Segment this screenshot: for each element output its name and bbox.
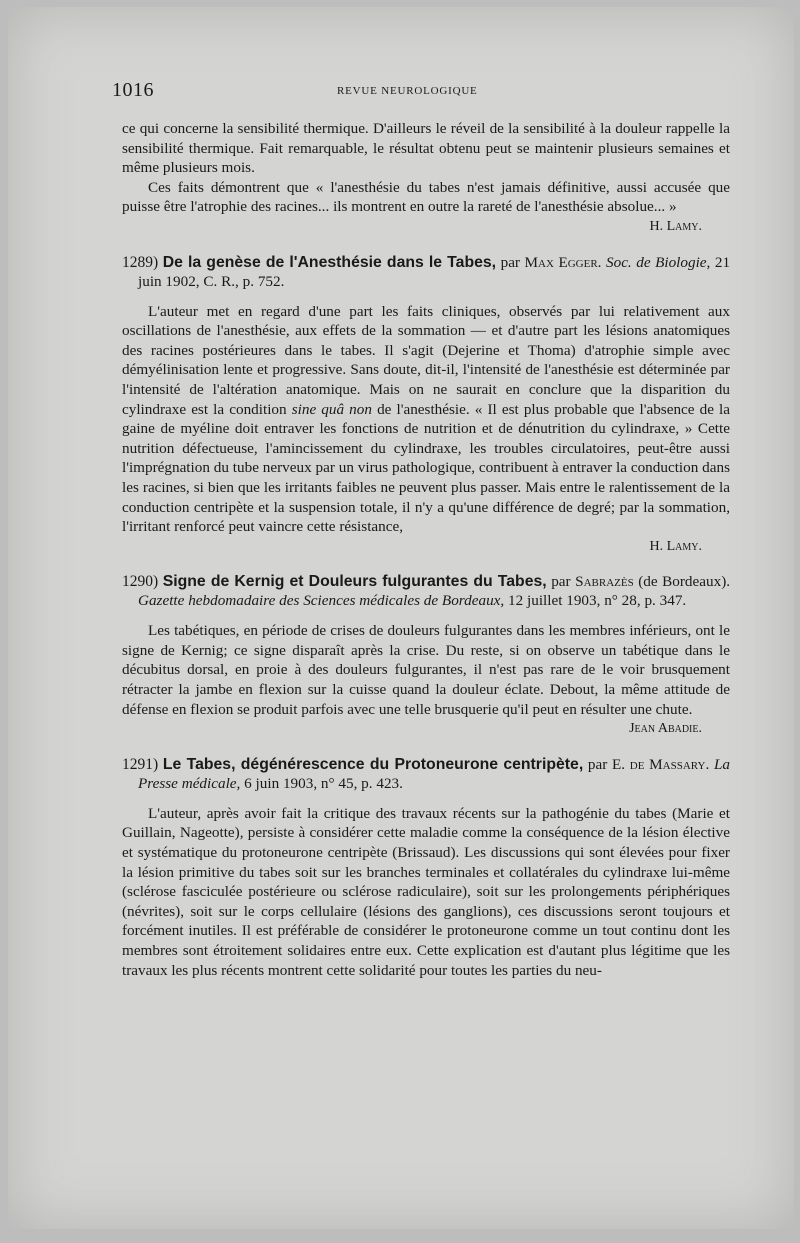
- entry-by: par: [551, 573, 571, 591]
- entry-author-suffix: (de Bordeaux).: [638, 573, 731, 591]
- intro-paragraph: Ces faits démontrent que « l'anesthésie du tabes n'est jamais définitive, aussi accusée que puisse être l'atrophie des racines... ils montrent en outre la rareté de l'anesthésie absolue... »: [122, 178, 730, 216]
- entry-1290-body: Les tabétiques, en période de crises de douleurs fulgurantes dans les membres inférieurs, ont le signe de Kernig; ce signe disparaît après la crise. Du reste, si on observe un tabétique dans le décubitus dorsal, en proie à des douleurs fulgurantes, il n'est pas rare de le voir brusquement rétracter la jambe en flexion sur la cuisse quand la douleur éclate. Debout, la même attitude de défense en flexion se produit parfois avec une telle brusquerie qu'il peut en résulter une chute.: [122, 622, 730, 718]
- entry-number: 1289): [122, 253, 159, 271]
- entry-author: Max Egger.: [524, 253, 602, 271]
- entry-body-text: de l'anesthésie. « Il est plus probable que l'absence de la gaine de myéline doit entraver les fonctions de nutrition et de dénutrition du cylindraxe, » Cette nutrition défectueuse, l'amincissement du cylindraxe, les troubles circulatoires, peut-être aussi l'imprégnation du tube nerveux par un virus pathologique, contribuent à entraver la conduction dans les racines, si bien que les irritants faibles ne peuvent plus passer. Mais entre le ralentissement de la conduction centripète et la suspension totale, il n'y a qu'une différence de degré; par la sommation, l'irritant renforcé peut vaincre cette résistance,: [122, 400, 731, 536]
- entry-title: Signe de Kernig et Douleurs fulgurantes du Tabes,: [162, 573, 547, 591]
- entry-body-text: L'auteur met en regard d'une part les faits cliniques, observés par lui relativement aux oscillations de l'anesthésie, aux effets de la sommation — et d'autre part les lésions anatomiques des racines postérieures dans le tabes. Il s'agit (Dejerine et Thoma) d'atrophie simple avec démyélinisation lente et progressive. Sans doute, dit-il, l'intensité de l'anesthésie est déterminée par l'intensité de l'altération anatomique. Mais on ne saurait en conclure que la disparition du cylindraxe est la condition: [122, 302, 730, 418]
- entry-by: par: [587, 755, 608, 773]
- entry-number: 1291): [122, 755, 159, 773]
- intro-paragraph: ce qui concerne la sensibilité thermique. D'ailleurs le réveil de la sensibilité à la douleur rappelle la sensibilité thermique. Fait remarquable, le résultat obtenu peut se maintenir plusieurs semaines et même plusieurs mois.: [122, 120, 730, 177]
- page-number: 1016: [112, 79, 154, 101]
- entry-citation: 6 juin 1903, n° 45, p. 423.: [244, 774, 403, 792]
- entry-number: 1290): [122, 573, 159, 591]
- entry-author: Sabrazès: [575, 573, 634, 591]
- entry-citation: 12 juillet 1903, n° 28, p. 347.: [508, 592, 687, 610]
- entry-citation: 21 juin 1902, C. R., p. 752.: [138, 253, 731, 290]
- entry-1289-signature: H. Lamy.: [649, 538, 702, 554]
- entry-1289-body: [122, 302, 730, 537]
- entry-1291-heading: [122, 755, 730, 793]
- page-content: [122, 119, 730, 980]
- entry-source: La Presse médicale,: [138, 755, 731, 792]
- document-page: [8, 7, 794, 1229]
- page-header: [112, 79, 732, 103]
- intro-signature: H. Lamy.: [649, 218, 702, 234]
- entry-title: Le Tabes, dégénérescence du Protoneurone centripète,: [162, 755, 584, 773]
- entry-body-italic: sine quâ non: [291, 400, 372, 418]
- entry-author: E. de Massary.: [612, 755, 710, 773]
- entry-source: Gazette hebdomadaire des Sciences médicales de Bordeaux,: [138, 592, 505, 610]
- entry-title: De la genèse de l'Anesthésie dans le Tabes,: [162, 253, 497, 271]
- entry-1291-body: L'auteur, après avoir fait la critique des travaux récents sur la pathogénie du tabes (Marie et Guillain, Nageotte), persiste à considérer cette maladie comme la conséquence de la lésion élective et systématique du protoneurone centripète (Brissaud). Les discussions qui sont élevées pour fixer la lésion primitive du tabes soit sur les branches terminales et collatérales du cylindraxe lui-même (sclérose fasciculée postérieure ou sclérose radiculaire), soit sur les prolongements périphériques (névrites), soit sur le corps cellulaire (lésions des ganglions), ces discussions seront toujours et forcément inutiles. Il est préférable de considérer le protoneurone comme un tout continu dont les membres sont étroitement solidaires entre eux. Cette explication est d'autant plus légitime que les travaux les plus récents montrent cette solidarité pour toutes les parties du neu-: [122, 804, 730, 979]
- entry-by: par: [500, 253, 520, 271]
- entry-1289-heading: [122, 253, 730, 291]
- running-head: REVUE NEUROLOGIQUE: [337, 85, 478, 97]
- entry-source: Soc. de Biologie,: [606, 253, 711, 271]
- entry-1290-signature: Jean Abadie.: [629, 721, 702, 737]
- entry-1290-heading: [122, 572, 730, 610]
